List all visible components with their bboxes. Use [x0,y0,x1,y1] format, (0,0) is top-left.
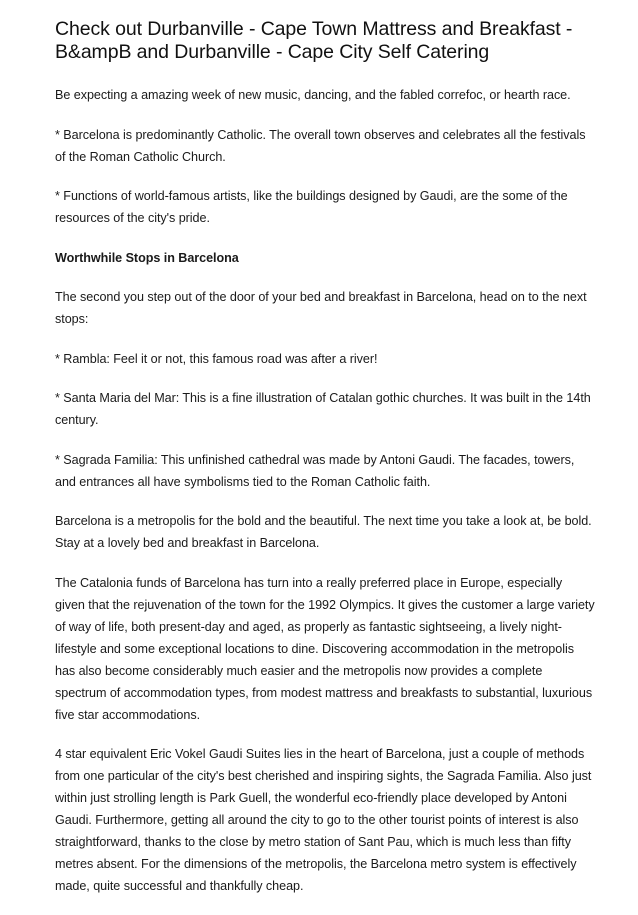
paragraph-sagrada-familia: * Sagrada Familia: This unfinished cathedral was made by Antoni Gaudi. The facades, towers, and entrances all have symbolisms tied to the Roman Catholic faith. [55,452,575,489]
document-page [55,18,595,915]
document-title: Check out Durbanville - Cape Town Mattress and Breakfast - B&ampB and Durbanville - Cape City Self Catering [55,18,573,63]
paragraph-rambla: * Rambla: Feel it or not, this famous road was after a river! [55,351,378,366]
paragraph-catholic: * Barcelona is predominantly Catholic. The overall town observes and celebrates all the festivals of the Roman Catholic Church. [55,127,586,164]
paragraph-catalonia: The Catalonia funds of Barcelona has turn into a really preferred place in Europe, especially given that the rejuvenation of the town for the 1992 Olympics. It gives the customer a large variety of way of life, both present-day and aged, as properly as fantastic sightseeing, a lively night-lifestyle and some exceptional locations to dine. Discovering accommodation in the metropolis has also become considerably much easier and the metropolis now provides a complete spectrum of accommodation types, from modest mattress and breakfasts to substantial, luxurious five star accommodations. [55,575,595,722]
paragraph-next-stops: The second you step out of the door of your bed and breakfast in Barcelona, head on to the next stops: [55,290,587,326]
paragraph-intro: Be expecting a amazing week of new music, dancing, and the fabled correfoc, or hearth race. [55,88,571,102]
document-body [55,84,595,897]
paragraph-santa-maria: * Santa Maria del Mar: This is a fine illustration of Catalan gothic churches. It was built in the 14th century. [55,391,591,427]
section-heading: Worthwhile Stops in Barcelona [55,250,239,265]
paragraph-artists: * Functions of world-famous artists, like the buildings designed by Gaudi, are the some of the resources of the city's pride. [55,189,568,225]
paragraph-bold-beautiful: Barcelona is a metropolis for the bold and the beautiful. The next time you take a look at, be bold. Stay at a lovely bed and breakfast in Barcelona. [55,514,592,550]
paragraph-gaudi-suites: 4 star equivalent Eric Vokel Gaudi Suites lies in the heart of Barcelona, just a couple of methods from one particular of the city's best cherished and inspiring sights, the Sagrada Familia. Also just within just strolling length is Park Guell, the wonderful eco-friendly place developed by Antoni Gaudi. Furthermore, getting all around the city to go to the other tourist points of interest is also straightforward, thanks to the close by metro station of Sant Pau, which is much less than fifty metres absent. For the dimensions of the metropolis, the Barcelona metro system is effectively made, quite successful and thankfully cheap. [55,747,592,893]
